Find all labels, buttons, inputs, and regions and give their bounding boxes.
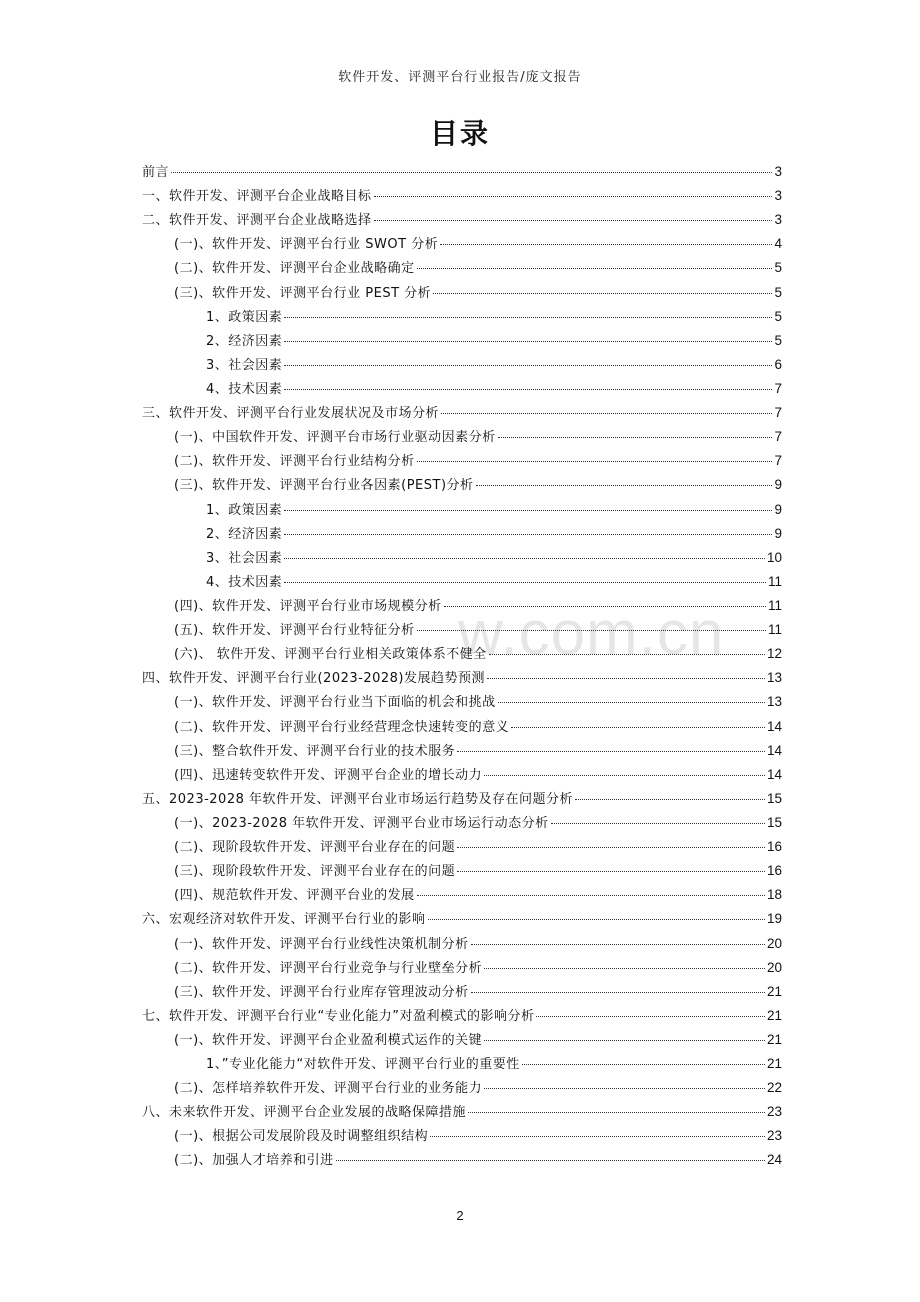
toc-entry[interactable] xyxy=(142,1101,782,1125)
toc-entry[interactable] xyxy=(142,354,782,378)
toc-entry-label: 2、经济因素 xyxy=(206,333,283,349)
toc-entry-page: 5 xyxy=(774,284,782,300)
toc-entry[interactable] xyxy=(142,908,782,932)
toc-leader-dots xyxy=(471,944,765,945)
toc-leader-dots xyxy=(284,510,772,511)
toc-entry-page: 9 xyxy=(774,501,782,517)
toc-entry[interactable] xyxy=(142,547,782,571)
toc-leader-dots xyxy=(374,196,773,197)
toc-leader-dots xyxy=(551,823,765,824)
toc-entry-page: 7 xyxy=(774,380,782,396)
toc-entry-label: 1、政策因素 xyxy=(206,309,283,325)
toc-entry[interactable] xyxy=(142,378,782,402)
toc-entry[interactable] xyxy=(142,402,782,426)
toc-leader-dots xyxy=(511,727,765,728)
toc-entry-label: 七、软件开发、评测平台行业“专业化能力”对盈利模式的影响分析 xyxy=(142,1008,535,1024)
toc-entry-page: 7 xyxy=(774,405,782,421)
toc-leader-dots xyxy=(457,751,765,752)
toc-entry-label: (三)、软件开发、评测平台行业库存管理波动分析 xyxy=(174,984,469,1000)
toc-entry-label: 五、2023-2028 年软件开发、评测平台业市场运行趋势及存在问题分析 xyxy=(142,791,573,807)
toc-entry-label: 八、未来软件开发、评测平台企业发展的战略保障措施 xyxy=(142,1105,467,1121)
toc-entry[interactable] xyxy=(142,1125,782,1149)
toc-entry-label: 六、宏观经济对软件开发、评测平台行业的影响 xyxy=(142,912,426,928)
toc-leader-dots xyxy=(457,847,765,848)
toc-leader-dots xyxy=(489,654,765,655)
toc-leader-dots xyxy=(417,461,773,462)
toc-entry[interactable] xyxy=(142,595,782,619)
toc-entry-label: 四、软件开发、评测平台行业(2023-2028)发展趋势预测 xyxy=(142,671,486,687)
toc-leader-dots xyxy=(484,968,765,969)
toc-entry-label: 3、社会因素 xyxy=(206,357,283,373)
toc-entry-label: (六)、 软件开发、评测平台行业相关政策体系不健全 xyxy=(174,647,487,663)
toc-leader-dots xyxy=(498,437,773,438)
toc-entry-page: 9 xyxy=(774,477,782,493)
toc-entry-label: 三、软件开发、评测平台行业发展状况及市场分析 xyxy=(142,406,440,422)
toc-leader-dots xyxy=(575,799,765,800)
toc-entry-page: 21 xyxy=(766,983,782,999)
toc-leader-dots xyxy=(468,1112,765,1113)
toc-entry[interactable] xyxy=(142,884,782,908)
toc-entry-page: 11 xyxy=(767,622,782,638)
toc-leader-dots xyxy=(284,389,772,390)
toc-entry[interactable] xyxy=(142,233,782,257)
toc-entry-page: 4 xyxy=(774,236,782,252)
toc-entry-label: (四)、软件开发、评测平台行业市场规模分析 xyxy=(174,598,442,614)
toc-leader-dots xyxy=(457,871,765,872)
toc-entry-page: 3 xyxy=(774,212,782,228)
toc-entry-page: 16 xyxy=(766,863,782,879)
toc-entry-page: 21 xyxy=(766,1056,782,1072)
toc-entry[interactable] xyxy=(142,716,782,740)
toc-entry-page: 3 xyxy=(774,188,782,204)
toc-leader-dots xyxy=(284,341,772,342)
toc-entry-page: 11 xyxy=(767,597,782,613)
toc-entry-page: 14 xyxy=(766,742,782,758)
toc-leader-dots xyxy=(444,606,766,607)
toc-entry[interactable] xyxy=(142,161,782,185)
toc-entry-page: 14 xyxy=(766,766,782,782)
toc-entry[interactable] xyxy=(142,812,782,836)
toc-leader-dots xyxy=(476,485,773,486)
toc-entry-page: 22 xyxy=(766,1080,782,1096)
toc-entry-page: 13 xyxy=(766,670,782,686)
toc-entry-label: 一、软件开发、评测平台企业战略目标 xyxy=(142,189,372,205)
toc-entry-page: 15 xyxy=(766,790,782,806)
toc-leader-dots xyxy=(440,244,772,245)
toc-entry-page: 14 xyxy=(766,718,782,734)
toc-entry[interactable] xyxy=(142,691,782,715)
toc-entry-page: 19 xyxy=(766,911,782,927)
toc-entry[interactable] xyxy=(142,185,782,209)
toc-entry-label: (五)、软件开发、评测平台行业特征分析 xyxy=(174,623,415,639)
table-of-contents xyxy=(142,161,782,1174)
toc-entry-page: 21 xyxy=(766,1007,782,1023)
toc-entry[interactable] xyxy=(142,740,782,764)
toc-entry-label: 4、技术因素 xyxy=(206,574,283,590)
toc-entry-label: (三)、软件开发、评测平台行业各因素(PEST)分析 xyxy=(174,478,474,494)
toc-entry-page: 10 xyxy=(766,549,782,565)
toc-entry[interactable] xyxy=(142,836,782,860)
toc-leader-dots xyxy=(428,919,765,920)
toc-entry-label: (一)、软件开发、评测平台行业当下面临的机会和挑战 xyxy=(174,695,496,711)
toc-leader-dots xyxy=(284,558,765,559)
toc-leader-dots xyxy=(441,413,772,414)
toc-entry-label: 前言 xyxy=(142,165,170,180)
toc-entry-label: (二)、软件开发、评测平台行业结构分析 xyxy=(174,454,415,470)
toc-entry-page: 15 xyxy=(766,814,782,830)
toc-entry[interactable] xyxy=(142,426,782,450)
toc-entry[interactable] xyxy=(142,619,782,643)
toc-entry[interactable] xyxy=(142,1077,782,1101)
toc-entry-page: 12 xyxy=(766,646,782,662)
toc-leader-dots xyxy=(171,172,772,173)
toc-entry-label: 4、技术因素 xyxy=(206,381,283,397)
toc-entry[interactable] xyxy=(142,306,782,330)
toc-entry[interactable] xyxy=(142,571,782,595)
page-header: 软件开发、评测平台行业报告/庞文报告 xyxy=(338,70,582,85)
toc-entry-page: 5 xyxy=(774,308,782,324)
toc-leader-dots xyxy=(417,895,765,896)
toc-entry[interactable] xyxy=(142,860,782,884)
toc-entry-page: 23 xyxy=(766,1128,782,1144)
toc-entry[interactable] xyxy=(142,981,782,1005)
toc-entry[interactable] xyxy=(142,933,782,957)
toc-entry-label: (二)、加强人才培养和引进 xyxy=(174,1153,334,1169)
page-title: 目录 xyxy=(429,117,490,150)
toc-leader-dots xyxy=(417,630,766,631)
toc-entry-page: 5 xyxy=(774,332,782,348)
toc-entry[interactable] xyxy=(142,643,782,667)
toc-entry-label: (一)、中国软件开发、评测平台市场行业驱动因素分析 xyxy=(174,430,496,446)
toc-entry[interactable] xyxy=(142,209,782,233)
toc-leader-dots xyxy=(417,268,773,269)
toc-leader-dots xyxy=(536,1016,764,1017)
toc-entry-label: (二)、软件开发、评测平台企业战略确定 xyxy=(174,261,415,277)
toc-entry-label: (二)、怎样培养软件开发、评测平台行业的业务能力 xyxy=(174,1081,483,1097)
toc-leader-dots xyxy=(284,534,772,535)
toc-entry-label: (四)、规范软件开发、评测平台业的发展 xyxy=(174,888,415,904)
toc-leader-dots xyxy=(433,293,772,294)
toc-entry[interactable] xyxy=(142,1053,782,1077)
toc-leader-dots xyxy=(336,1160,765,1161)
toc-leader-dots xyxy=(471,992,765,993)
toc-entry[interactable] xyxy=(142,1005,782,1029)
toc-leader-dots xyxy=(522,1064,765,1065)
toc-entry-page: 6 xyxy=(774,356,782,372)
toc-entry-label: (三)、软件开发、评测平台行业 PEST 分析 xyxy=(174,285,432,301)
toc-entry-label: (三)、现阶段软件开发、评测平台业存在的问题 xyxy=(174,864,456,880)
toc-entry-label: (二)、软件开发、评测平台行业经营理念快速转变的意义 xyxy=(174,719,510,735)
toc-entry-label: (四)、迅速转变软件开发、评测平台企业的增长动力 xyxy=(174,767,483,783)
toc-entry[interactable] xyxy=(142,1029,782,1053)
watermark: w.com.cn xyxy=(458,599,725,668)
toc-entry-page: 7 xyxy=(774,429,782,445)
toc-leader-dots xyxy=(430,1136,765,1137)
toc-entry-page: 11 xyxy=(767,573,782,589)
toc-entry-page: 23 xyxy=(766,1104,782,1120)
toc-leader-dots xyxy=(284,317,772,318)
toc-entry-page: 18 xyxy=(766,887,782,903)
toc-entry[interactable] xyxy=(142,474,782,498)
toc-leader-dots xyxy=(487,678,765,679)
toc-leader-dots xyxy=(374,220,773,221)
toc-entry-label: 3、社会因素 xyxy=(206,550,283,566)
toc-leader-dots xyxy=(498,702,765,703)
toc-entry-page: 13 xyxy=(766,694,782,710)
toc-entry-label: (一)、软件开发、评测平台行业 SWOT 分析 xyxy=(174,237,439,253)
toc-entry[interactable] xyxy=(142,788,782,812)
toc-entry[interactable] xyxy=(142,1149,782,1173)
toc-entry-label: (二)、现阶段软件开发、评测平台业存在的问题 xyxy=(174,840,456,856)
toc-entry[interactable] xyxy=(142,667,782,691)
toc-entry-label: (一)、软件开发、评测平台行业线性决策机制分析 xyxy=(174,936,469,952)
toc-entry-page: 7 xyxy=(774,453,782,469)
toc-entry-label: (三)、整合软件开发、评测平台行业的技术服务 xyxy=(174,743,456,759)
toc-leader-dots xyxy=(284,582,766,583)
toc-entry-page: 3 xyxy=(774,164,782,179)
toc-entry-page: 5 xyxy=(774,260,782,276)
toc-entry-page: 16 xyxy=(766,839,782,855)
toc-entry[interactable] xyxy=(142,764,782,788)
toc-entry[interactable] xyxy=(142,330,782,354)
toc-entry-page: 9 xyxy=(774,525,782,541)
toc-leader-dots xyxy=(284,365,772,366)
toc-leader-dots xyxy=(484,775,765,776)
toc-entry-page: 20 xyxy=(766,959,782,975)
toc-leader-dots xyxy=(484,1088,765,1089)
toc-entry-label: (一)、2023-2028 年软件开发、评测平台业市场运行动态分析 xyxy=(174,815,549,831)
toc-entry[interactable] xyxy=(142,257,782,281)
toc-entry-page: 21 xyxy=(766,1031,782,1047)
toc-entry-label: (一)、根据公司发展阶段及时调整组织结构 xyxy=(174,1129,429,1145)
toc-entry-page: 24 xyxy=(766,1152,782,1168)
page-number: 2 xyxy=(456,1208,464,1223)
toc-entry[interactable] xyxy=(142,450,782,474)
toc-entry[interactable] xyxy=(142,282,782,306)
toc-entry-label: (二)、软件开发、评测平台行业竞争与行业壁垒分析 xyxy=(174,960,483,976)
toc-entry[interactable] xyxy=(142,957,782,981)
toc-entry-label: (一)、软件开发、评测平台企业盈利模式运作的关键 xyxy=(174,1032,483,1048)
toc-entry-label: 1、”专业化能力“对软件开发、评测平台行业的重要性 xyxy=(206,1057,520,1073)
toc-entry[interactable] xyxy=(142,499,782,523)
toc-entry-page: 20 xyxy=(766,935,782,951)
toc-entry[interactable] xyxy=(142,523,782,547)
toc-entry-label: 二、软件开发、评测平台企业战略选择 xyxy=(142,213,372,229)
toc-entry-label: 1、政策因素 xyxy=(206,502,283,518)
toc-entry-label: 2、经济因素 xyxy=(206,526,283,542)
toc-leader-dots xyxy=(484,1040,765,1041)
